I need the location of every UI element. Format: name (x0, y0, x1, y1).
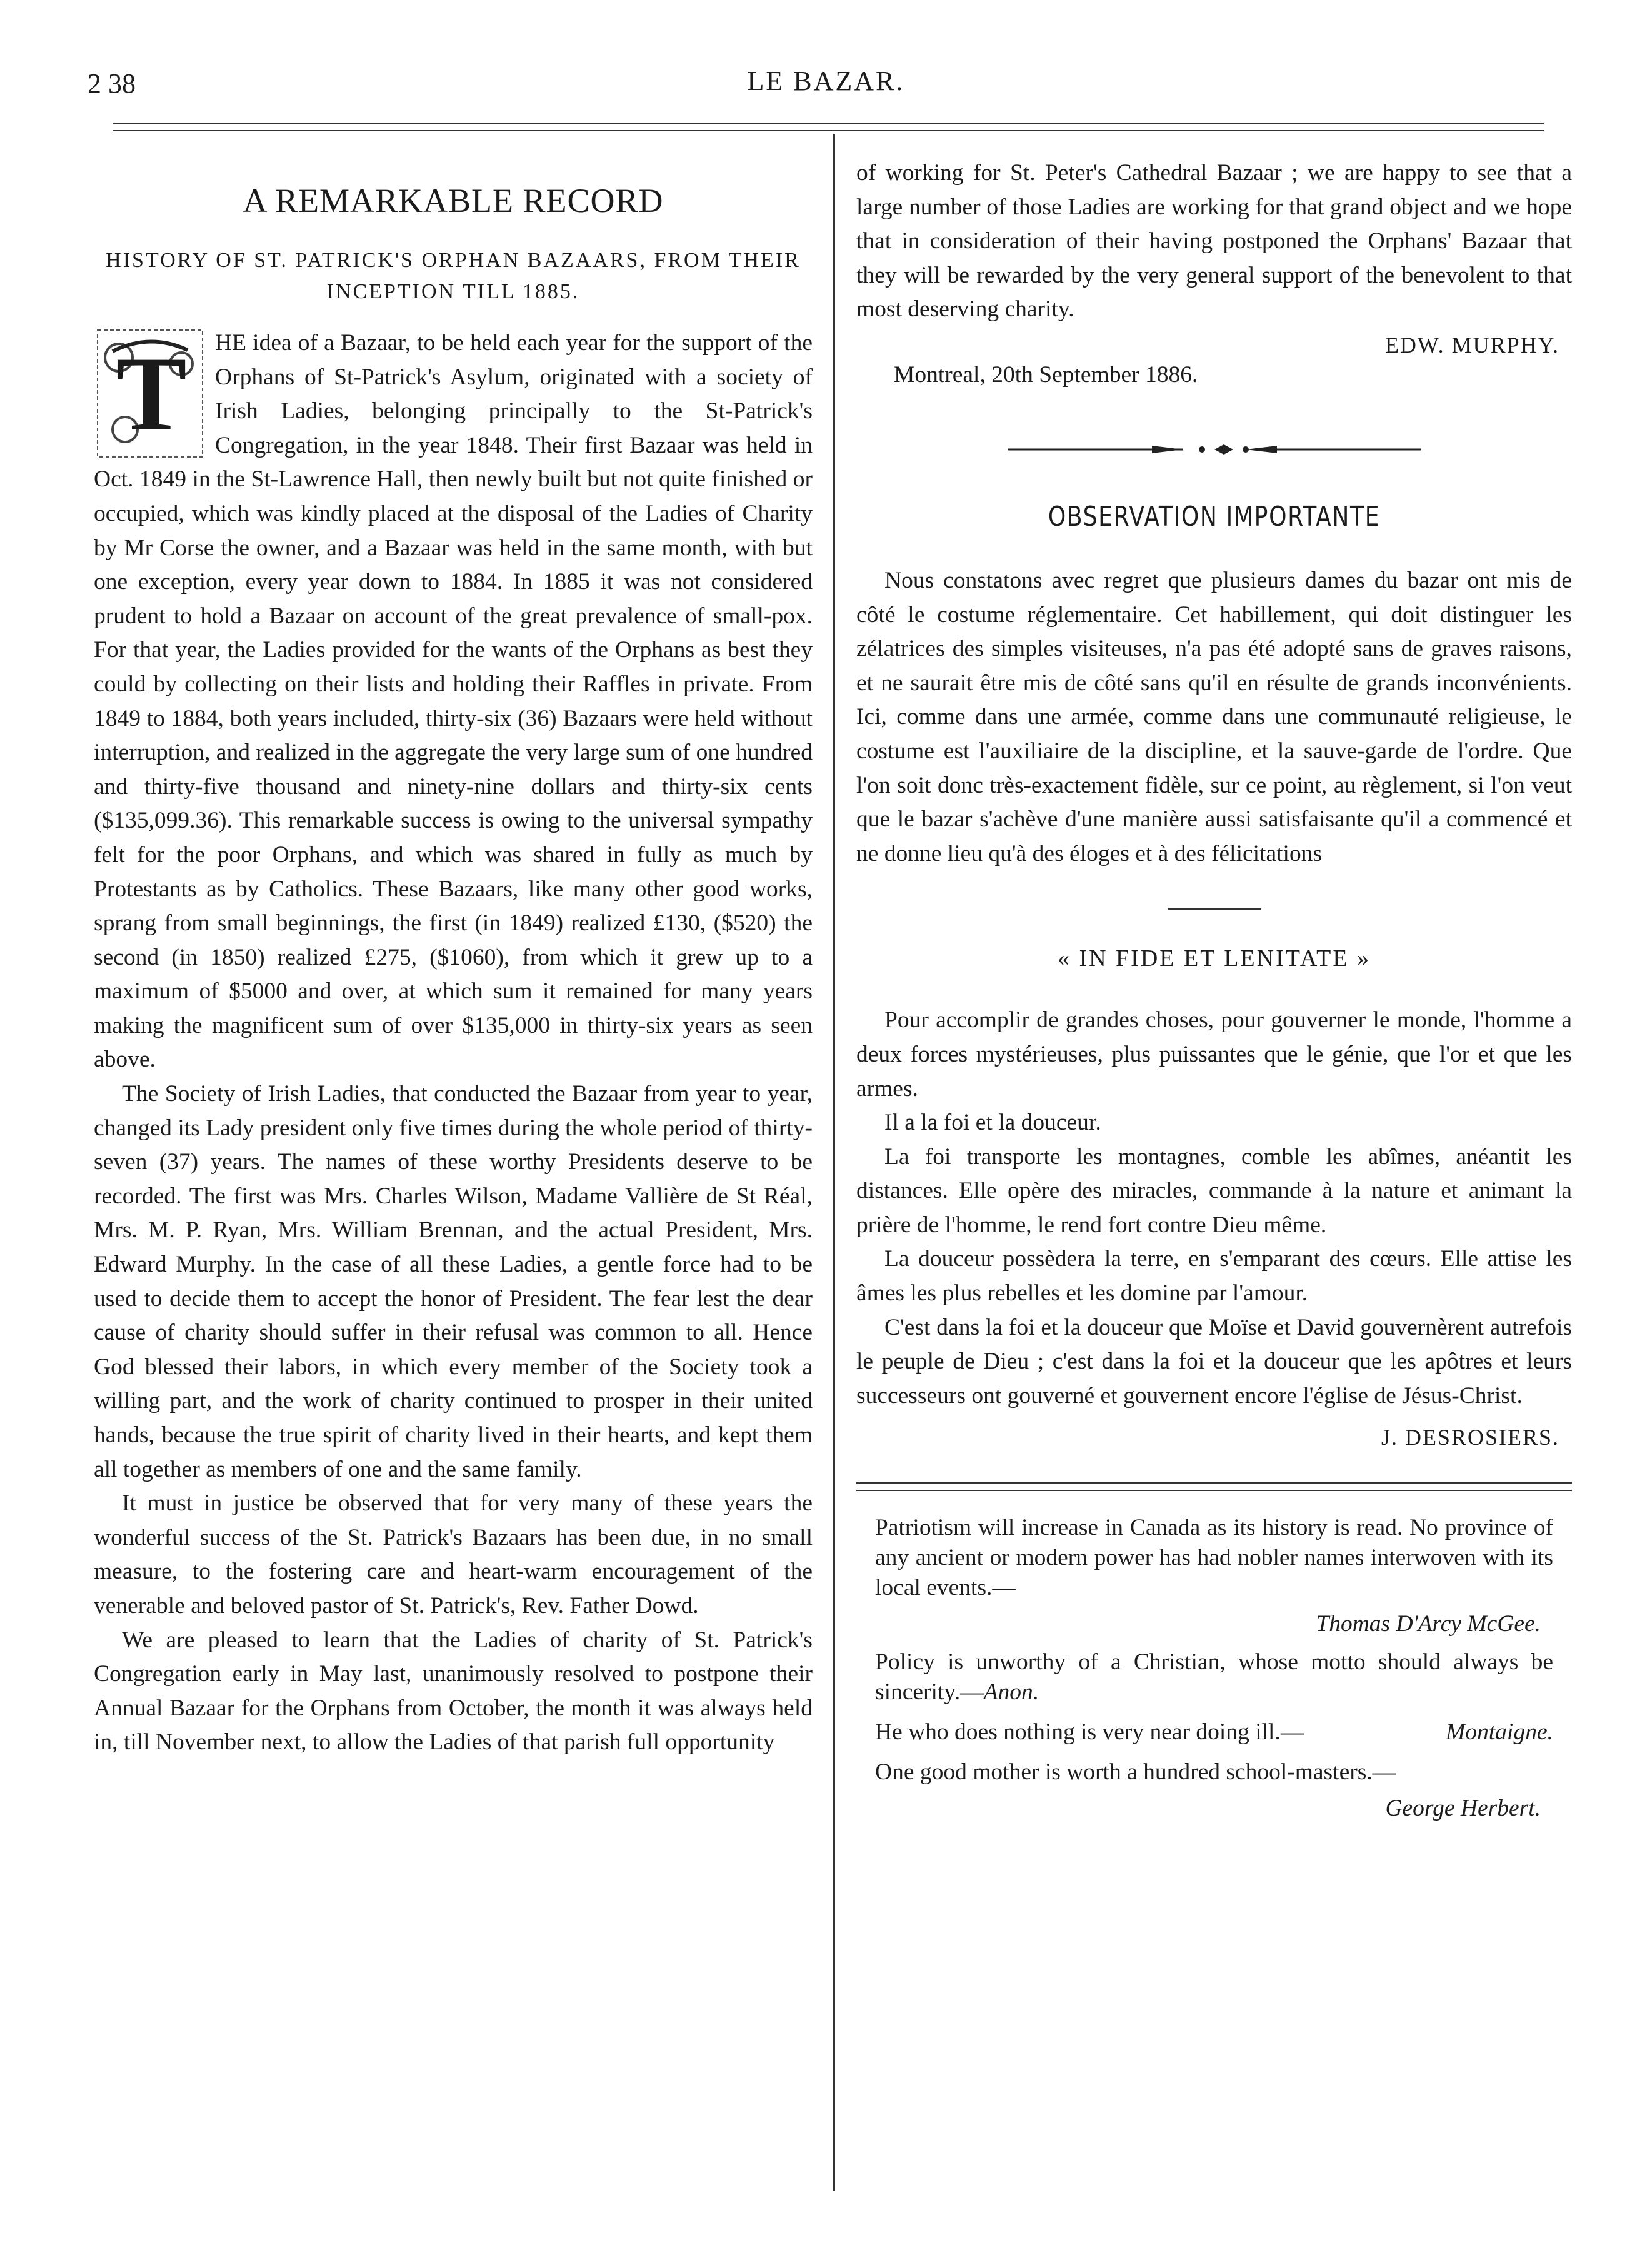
ornament-divider-icon (996, 442, 1433, 457)
quote-author: Thomas D'Arcy McGee. (1316, 1611, 1541, 1637)
svg-text:T: T (116, 335, 187, 453)
quote-author: Montaigne. (1446, 1719, 1553, 1745)
motto-paragraph: Il a la foi et la douceur. (884, 1110, 1101, 1136)
column-divider (833, 134, 835, 2191)
article-paragraph: The Society of Irish Ladies, that conducted the Bazaar from year to year, changed its Lady president only five times during the whole period of thirty-seven (37) years. The names of these worthy Presidents deserve to be recorded. The first was Mrs. Charles Wilson, Madame Vallière de St Réal, Mrs. M. P. Ryan, Mrs. William Brennan, and the actual President, Mrs. Edward Murphy. In the case of all these Ladies, a gentle force had to be used to decide them to accept the honor of President. The fear lest the dear cause of charity should suffer in their refusal was common to all. Hence God blessed their labors, in which every member of the Society took a willing part, and the work of charity continued to prosper in their united hands, because the true spirit of charity lived in their hearts, and kept them all together as members of one and the same family. (94, 1081, 813, 1482)
quote-text: Policy is unworthy of a Christian, whose motto should always be sincerity.—Anon. (875, 1649, 1553, 1705)
motto-signature: J. DESROSIERS. (1381, 1425, 1559, 1450)
quote-text: One good mother is worth a hundred school-masters.— (875, 1759, 1396, 1785)
left-column (94, 181, 813, 1760)
motto-paragraph: La foi transporte les montagnes, comble les abîmes, anéantit les distances. Elle opère des miracles, commande à la nature et animant la prière de l'homme, le rend fort contre Dieu même. (856, 1143, 1572, 1238)
quote-block (856, 1717, 1572, 1747)
quote-block (856, 1647, 1572, 1707)
header-rule (113, 130, 1544, 131)
running-head: LE BAZAR. (747, 66, 905, 96)
article-paragraph: We are pleased to learn that the Ladies of charity of St. Patrick's Congregation early in May last, unanimously resolved to postpone their Annual Bazaar for the Orphans from October, the month it was always held in, till November next, to allow the Ladies of that parish full opportunity (94, 1627, 813, 1755)
motto-paragraph: C'est dans la foi et la douceur que Moïse et David gouvernèrent autrefois le peuple de Dieu ; c'est dans la foi et la douceur que les apôtres et leurs successeurs ont gouverné et gouvernent encore l'église de Jésus-Christ. (856, 1314, 1572, 1409)
article-dateline: Montreal, 20th September 1886. (894, 361, 1198, 388)
article-signature: EDW. MURPHY. (1384, 332, 1559, 358)
quotes-rule (856, 1482, 1572, 1484)
article-continuation: of working for St. Peter's Cathedral Bazaar ; we are happy to see that a large number of those Ladies are working for that grand object and we hope that in consideration of their having postponed the Orphans' Bazaar that they will be rewarded by the very general support of the benevolent to that most deserving charity. (856, 160, 1572, 323)
motto-heading: « IN FIDE ET LENITATE » (1057, 945, 1371, 972)
motto-paragraph: La douceur possèdera la terre, en s'emparant des cœurs. Elle attise les âmes les plus rebelles et les domine par l'amour. (856, 1246, 1572, 1307)
quote-block (856, 1757, 1572, 1822)
quote-block (856, 1513, 1572, 1637)
page-number: 2 38 (88, 68, 136, 99)
quote-text: Patriotism will increase in Canada as its history is read. No province of any ancient or modern power has had nobler names interwoven with its local events.— (875, 1515, 1553, 1601)
quotes-rule (856, 1490, 1572, 1491)
article-subtitle: HISTORY OF ST. PATRICK'S ORPHAN BAZAARS, FROM THEIR INCEPTION TILL 1885. (106, 249, 801, 303)
observation-text: Nous constatons avec regret que plusieurs dames du bazar ont mis de côté le costume réglementaire. Cet habillement, qui doit distinguer les zélatrices des simples visiteuses, n'a pas été adopté sans de graves raisons, et ne saurait être mis de côté sans qu'il en résulte de grands inconvénients. Ici, comme dans une armée, comme dans une communauté religieuse, le costume est l'auxiliaire de la discipline, et la sauve-garde de l'ordre. Que l'on soit donc très-exactement fidèle, sur ce point, au règlement, si l'on veut que le bazar s'achève d'une manière aussi satisfaisante qu'il a commencé et ne donne lieu qu'à des éloges et à des félicitations (856, 567, 1572, 866)
header-rule (113, 123, 1544, 124)
quote-author: George Herbert. (1385, 1795, 1541, 1822)
quote-author: Anon. (983, 1679, 1039, 1705)
article-paragraph: It must in justice be observed that for very many of these years the wonderful success of the St. Patrick's Bazaars has been due, in no small measure, to the fostering care and heart-warm encouragement of the venerable and beloved pastor of St. Patrick's, Rev. Father Dowd. (94, 1490, 813, 1619)
article-title: A REMARKABLE RECORD (243, 182, 664, 219)
motto-paragraph: Pour accomplir de grandes choses, pour gouverner le monde, l'homme a deux forces mystérieuses, plus puissantes que le génie, que l'or et que les armes. (856, 1007, 1572, 1102)
quote-text: He who does nothing is very near doing ill.— Montaigne. (856, 1717, 1572, 1747)
right-column (856, 156, 1572, 1822)
observation-heading: OBSERVATION IMPORTANTE (1048, 500, 1381, 533)
ornamental-dropcap-t-icon (94, 326, 206, 461)
section-rule (1168, 908, 1261, 910)
article-paragraph: T HE idea of a Bazaar, to be held each year for the support of the Orphans of St-Patrick's Asylum, originated with a society of Irish Ladies, belonging principally to the St-Patrick's Congregation, in the year 1848. Their first Bazaar was held in Oct. 1849 in the St-Lawrence Hall, then newly built but not quite finished or occupied, which was kindly placed at the disposal of the Ladies of Charity by Mr Corse the owner, and a Bazaar was held in the same month, with but one exception, every year down to 1884. In 1885 it was not considered prudent to hold a Bazaar on account of the great prevalence of small-pox. For that year, the Ladies provided for the wants of the Orphans as best they could by collecting on their lists and holding their Raffles in private. From 1849 to 1884, both years included, thirty-six (36) Bazaars were held without interruption, and realized in the aggregate the very large sum of one hundred and thirty-five thousand and ninety-nine dollars and thirty-six cents ($135,099.36). This remarkable success is owing to the universal sympathy felt for the poor Orphans, and which was shared in fully as much by Protestants as by Catholics. These Bazaars, like many other good works, sprang from small beginnings, the first (in 1849) realized £130, ($520) the second (in 1850) realized £275, ($1060), from which it grew up to a maximum of $5000 and over, at which sum it remained for many years making the magnificent sum of over $135,000 in thirty-six years as seen above. (94, 326, 813, 1077)
